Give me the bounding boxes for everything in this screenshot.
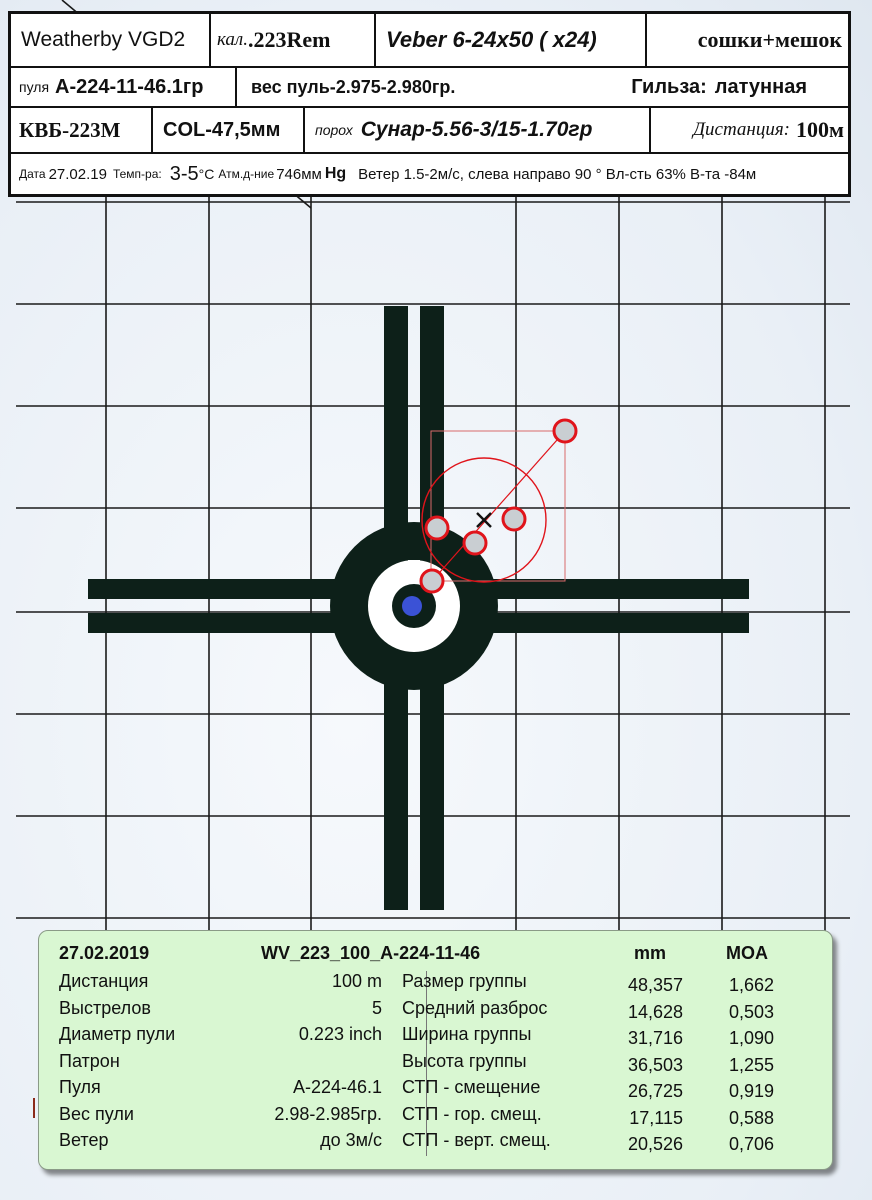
shot-hole-5 <box>421 570 443 592</box>
result-mm-value: 20,526 <box>627 1134 683 1154</box>
pressure-label: Атм.д-ние <box>218 167 275 181</box>
case-label: Гильза: <box>631 75 707 98</box>
param-value: до 3м/с <box>320 1130 382 1150</box>
distance-value: 100м <box>796 117 844 142</box>
param-label: Пуля <box>59 1077 101 1097</box>
bullet-label: пуля <box>19 79 50 95</box>
bullet-weight: вес пуль-2.975-2.980гр. <box>251 76 456 97</box>
result-label: Средний разброс <box>402 997 548 1018</box>
result-mm-value: 36,503 <box>627 1054 683 1075</box>
param-value: 2.98-2.985гр. <box>274 1103 382 1124</box>
wind-conditions: Ветер 1.5-2м/с, слева направо 90 ° Вл-сть 63% В-та -84м <box>358 165 757 183</box>
distance-cell <box>651 108 848 152</box>
result-label: СТП - смещение <box>402 1077 541 1097</box>
header-row-2 <box>11 68 848 108</box>
distance-label: Дистанция: <box>692 119 790 140</box>
powder-value: Сунар-5.56-3/15-1.70гр <box>360 118 593 141</box>
case-cell <box>597 68 847 106</box>
rifle-name: Weatherby VGD2 <box>11 14 211 66</box>
header-form <box>8 11 851 197</box>
result-label: Ширина группы <box>402 1024 532 1044</box>
powder-cell <box>305 108 651 152</box>
header-row-3 <box>11 108 848 154</box>
result-mm-value: 48,357 <box>627 975 683 995</box>
param-value: 0.223 inch <box>298 1024 382 1044</box>
caliber-prefix: кал. <box>217 29 248 50</box>
param-value: 5 <box>371 997 382 1018</box>
date-label: Дата <box>19 167 46 181</box>
date-value: 27.02.19 <box>48 165 107 183</box>
unit-mm-header: mm <box>634 943 667 963</box>
temp-unit: °C <box>198 166 215 182</box>
pressure-unit: Hg <box>324 165 347 182</box>
shot-hole-2 <box>503 508 525 530</box>
pressure-value: 746мм <box>276 165 322 183</box>
panel-file-name: WV_223_100_A-224-11-46 <box>261 943 481 963</box>
col-value: COL-47,5мм <box>153 108 305 152</box>
param-label: Дистанция <box>59 971 149 991</box>
result-label: СТП - верт. смещ. <box>402 1130 551 1150</box>
param-label: Вес пули <box>59 1103 134 1124</box>
group-center-x-icon <box>477 513 491 527</box>
result-mm-value: 14,628 <box>627 1001 683 1022</box>
shot-hole-3 <box>426 517 448 539</box>
param-value: 100 m <box>331 971 382 991</box>
temp-value: 3-5 <box>169 162 199 185</box>
header-row-4 <box>11 154 848 194</box>
powder-label: порох <box>315 122 353 138</box>
result-mm-value: 17,115 <box>629 1107 683 1128</box>
case-value: латунная <box>714 75 807 98</box>
support-type: сошки+мешок <box>697 27 842 52</box>
bullet-value: A-224-11-46.1гр <box>55 75 204 98</box>
temp-label: Темп-ра: <box>112 167 162 181</box>
unit-moa-header: MOA <box>726 943 768 963</box>
result-moa-value: 0,503 <box>728 1001 774 1022</box>
result-moa-value: 1,090 <box>728 1028 774 1048</box>
result-moa-value: 0,919 <box>728 1081 774 1101</box>
result-label: СТП - гор. смещ. <box>402 1103 542 1124</box>
param-label: Выстрелов <box>59 997 151 1018</box>
caliber-value: .223Rem <box>247 27 331 52</box>
result-moa-value: 1,662 <box>728 975 774 995</box>
result-mm-value: 31,716 <box>627 1028 683 1048</box>
param-label: Ветер <box>59 1130 109 1150</box>
aim-point-dot <box>402 596 422 616</box>
result-label: Размер группы <box>402 971 527 991</box>
result-moa-value: 1,255 <box>728 1054 774 1075</box>
param-label: Патрон <box>59 1050 120 1071</box>
caliber-cell <box>211 14 376 66</box>
param-value: A-224-46.1 <box>292 1077 382 1097</box>
header-row-1 <box>11 14 848 68</box>
result-label: Высота группы <box>402 1050 527 1071</box>
scope-name: Veber 6-24x50 ( x24) <box>376 14 647 66</box>
bullet-cell <box>11 68 237 106</box>
result-moa-value: 0,706 <box>728 1134 774 1154</box>
shot-hole-1 <box>554 420 576 442</box>
cartridge-name: КВБ-223М <box>11 108 153 152</box>
result-mm-value: 26,725 <box>627 1081 683 1101</box>
shot-hole-4 <box>464 532 486 554</box>
result-moa-value: 0,588 <box>728 1107 774 1128</box>
group-stats-panel <box>38 930 833 1170</box>
param-label: Диаметр пули <box>59 1024 176 1044</box>
conditions-line <box>11 154 848 194</box>
panel-date: 27.02.2019 <box>59 943 150 963</box>
